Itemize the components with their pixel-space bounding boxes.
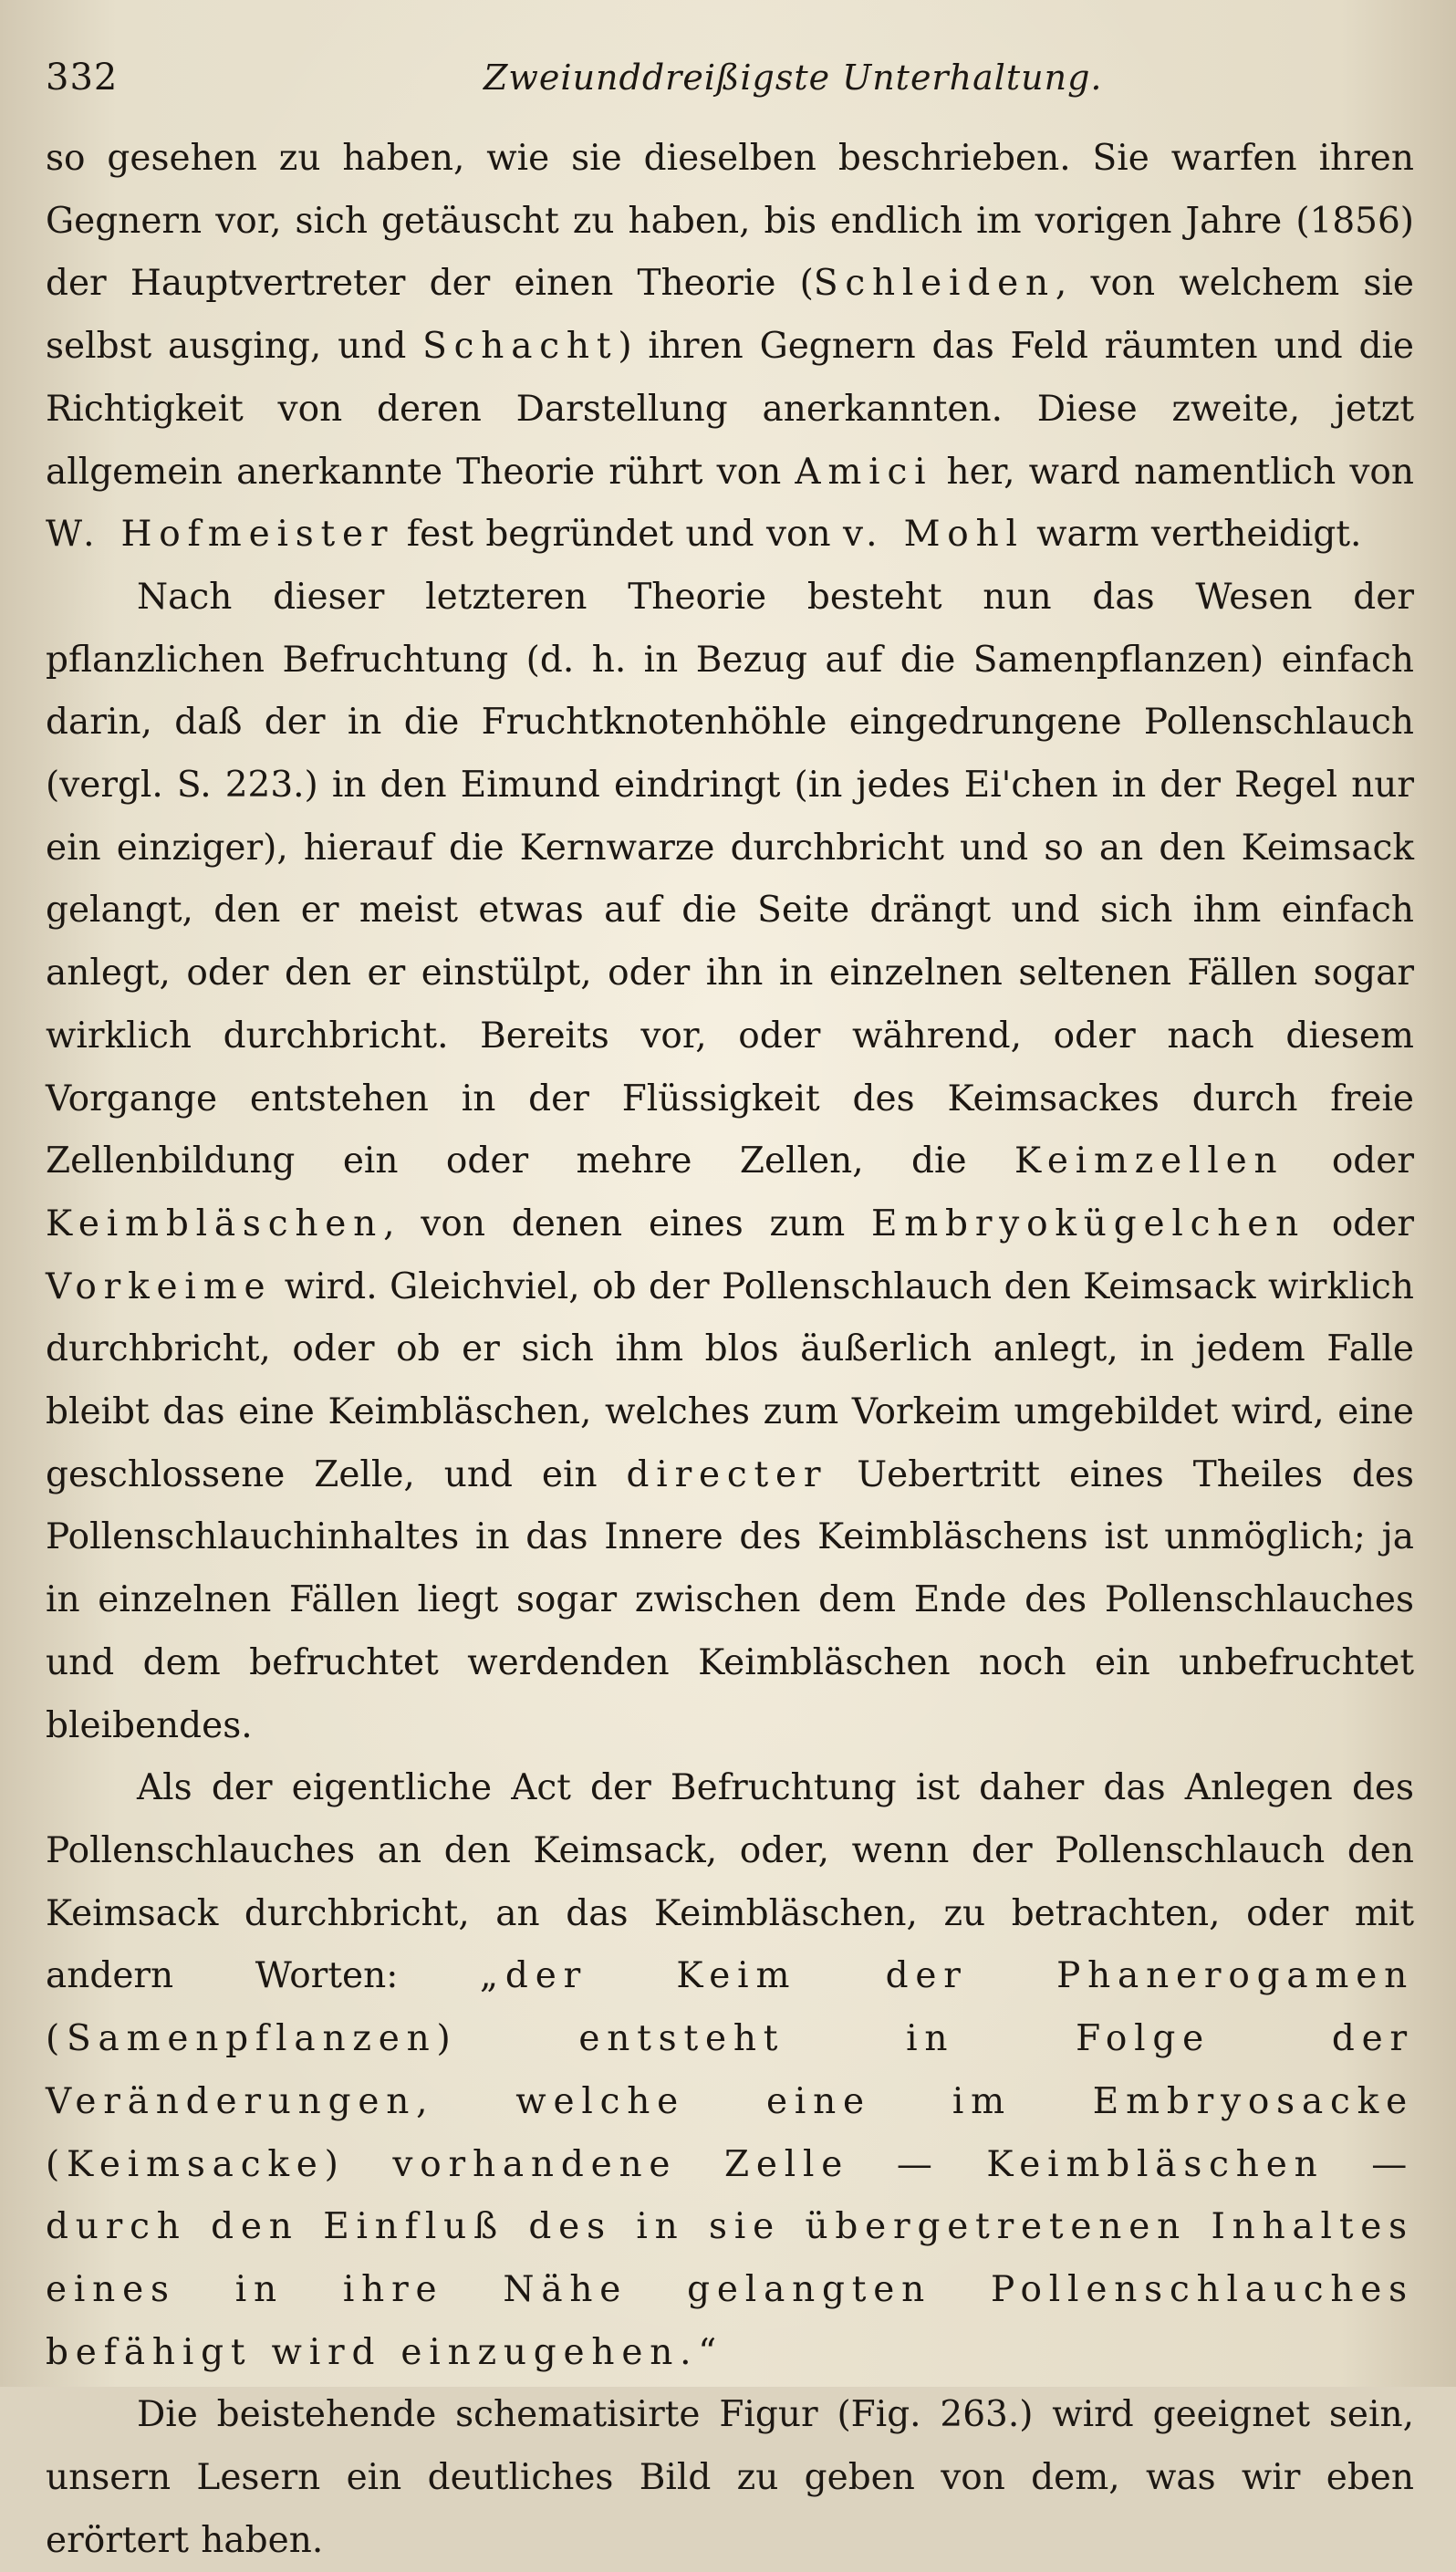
text-segment: fest begründet und von	[394, 514, 843, 556]
text-segment: oder	[1284, 1140, 1414, 1182]
emphasized-name: Amici	[795, 451, 933, 493]
emphasized-term: Vorkeime	[46, 1265, 273, 1307]
emphasized-name: W. Hofmeister	[46, 514, 395, 556]
text-segment: wird. Gleichviel, ob der Pollenschlauch den Keimsack wirklich durchbricht, oder ob er sich ihm blos äußerlich anlegt, in jedem Falle bleibt das eine Keimbläschen, welches zum Vorkeim umgebildet wird, eine geschlossene Zelle, und ein	[46, 1265, 1414, 1495]
text-segment: Die beistehende schematisirte Figur (Fig. 263.) wird geeignet sein, unsern Lesern ein deutliches Bild zu geben von dem, was wir eben erörtert haben.	[46, 2394, 1414, 2561]
emphasized-name: Schacht	[422, 326, 619, 368]
page-header	[46, 50, 1414, 105]
paragraph	[46, 1757, 1414, 2384]
emphasized-term: Embryokügelchen	[871, 1203, 1305, 1244]
text-segment: so gesehen zu haben, wie sie dieselben beschrieben. Sie warfen ihren Gegnern vor, sich getäuscht zu haben, bis endlich im vorigen Jahre (1856) der Hauptvertreter der einen Theorie (	[46, 138, 1414, 305]
emphasized-term: Keimzellen	[1014, 1140, 1284, 1182]
running-title: Zweiunddreißigste Unterhaltung.	[484, 57, 1103, 98]
text-segment: oder	[1305, 1203, 1414, 1244]
paragraph	[46, 128, 1414, 567]
emphasized-term: Keimbläschen	[46, 1203, 384, 1244]
text-segment: warm vertheidigt.	[1024, 514, 1362, 556]
paragraph	[46, 2384, 1414, 2572]
emphasized-quote: „der Keim der Phanerogamen (Samenpflanzen) entsteht in Folge der Veränderungen, welche eine im Embryosacke (Keimsacke) vorhandene Zelle — Keimbläschen — durch den Einfluß des in sie übergetretenen Inhaltes eines in ihre Nähe gelangten Pollenschlauches befähigt wird einzugehen.“	[46, 1955, 1414, 2373]
emphasized-name: Schleiden	[813, 263, 1056, 305]
text-segment: Nach dieser letzteren Theorie besteht nun das Wesen der pflanzlichen Befruchtung (d. h. in Bezug auf die Samenpflanzen) einfach darin, daß der in die Fruchtknotenhöhle eingedrungene Pollenschlauch (vergl. S. 223.) in den Eimund eindringt (in jedes Ei'chen in der Regel nur ein einziger), hierauf die Kernwarze durchbricht und so an den Keimsack gelangt, den er meist etwas auf die Seite drängt und sich ihm einfach anlegt, oder den er einstülpt, oder ihn in einzelnen seltenen Fällen sogar wirklich durchbricht. Bereits vor, oder während, oder nach diesem Vorgange entstehen in der Flüssigkeit des Keimsackes durch freie Zellenbildung ein oder mehre Zellen, die	[46, 576, 1414, 1182]
page-number: 332	[46, 57, 119, 99]
text-segment: her, ward namentlich von	[932, 451, 1414, 493]
emphasized-name: v. Mohl	[842, 514, 1024, 556]
body-text	[46, 128, 1414, 2561]
text-segment: , von denen eines zum	[383, 1203, 871, 1244]
paragraph	[46, 567, 1414, 1757]
text-segment: ) ihren Gegnern das Feld räumten und die Richtigkeit von deren Darstellung anerkannten. Diese zweite, jetzt allgemein anerkannte Theorie rührt von	[46, 326, 1414, 493]
text-segment: Uebertritt eines Theiles des Pollenschlauchinhaltes in das Innere des Keimbläschens ist unmöglich; ja in einzelnen Fällen liegt sogar zwischen dem Ende des Pollenschlauches und dem befruchtet werdenden Keimbläschen noch ein unbefruchtet bleibendes.	[46, 1453, 1414, 1746]
emphasized-term: directer	[626, 1453, 828, 1495]
text-segment: , von welchem sie selbst ausging, und	[46, 263, 1414, 368]
text-segment: Als der eigentliche Act der Befruchtung ist daher das Anlegen des Pollenschlauches an den Keimsack, oder, wenn der Pollenschlauch den Keimsack durchbricht, an das Keimbläschen, zu betrachten, oder mit andern Worten:	[46, 1767, 1414, 1997]
